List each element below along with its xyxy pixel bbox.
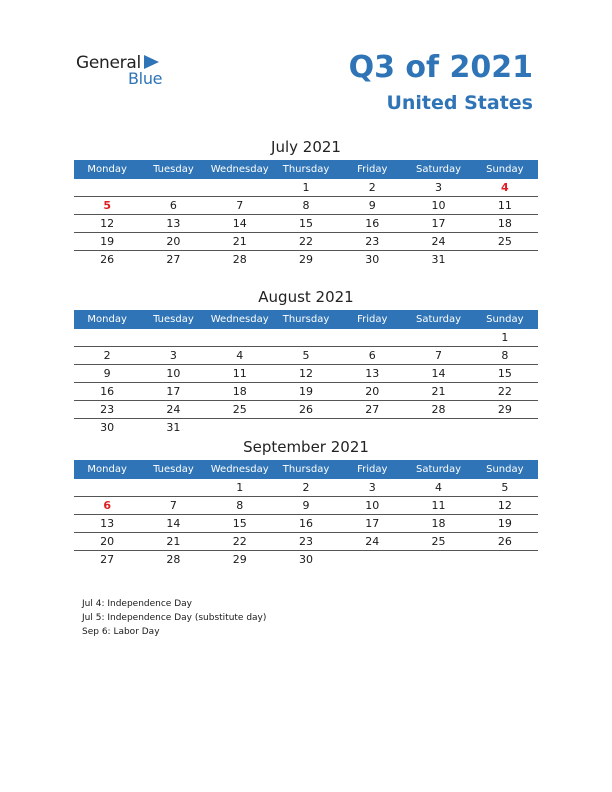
weekday-label: Friday	[357, 164, 388, 175]
holiday-note: Jul 5: Independence Day (substitute day)	[82, 613, 267, 623]
day-cell: 21	[232, 235, 247, 248]
empty-day-cell	[472, 419, 538, 436]
day-cell: 30	[100, 421, 115, 434]
day-cell: 13	[100, 517, 115, 530]
weekday-label: Wednesday	[210, 464, 269, 475]
weekday-label: Thursday	[282, 314, 330, 325]
week-row	[74, 197, 538, 215]
day-cell: 25	[497, 235, 512, 248]
day-cell: 15	[298, 217, 313, 230]
day-cell: 11	[232, 367, 247, 380]
empty-day-cell	[405, 329, 471, 346]
day-cell: 30	[365, 253, 380, 266]
month-title: September 2021	[243, 438, 369, 456]
weekday-label: Sunday	[486, 464, 524, 475]
empty-day-cell	[405, 551, 471, 568]
empty-day-cell	[273, 329, 339, 346]
empty-day-cell	[273, 419, 339, 436]
day-cell: 27	[166, 253, 181, 266]
day-cell: 20	[365, 385, 380, 398]
day-cell: 26	[298, 403, 313, 416]
empty-day-cell	[207, 179, 273, 196]
day-cell: 18	[431, 517, 446, 530]
empty-day-cell	[207, 419, 273, 436]
holiday-note: Jul 4: Independence Day	[82, 599, 192, 609]
day-cell: 24	[365, 535, 380, 548]
day-cell: 23	[100, 403, 115, 416]
holiday-note: Sep 6: Labor Day	[82, 627, 160, 637]
day-cell: 25	[431, 535, 446, 548]
day-cell: 4	[501, 181, 509, 194]
day-cell: 6	[103, 499, 111, 512]
month-august	[74, 285, 538, 436]
empty-day-cell	[207, 329, 273, 346]
day-cell: 23	[365, 235, 380, 248]
country-name: United States	[386, 92, 533, 114]
day-cell: 9	[302, 499, 310, 512]
weekday-header	[74, 160, 538, 179]
day-cell: 28	[232, 253, 247, 266]
day-cell: 14	[431, 367, 446, 380]
brand-logo	[76, 53, 176, 87]
brand-name-blue: Blue	[128, 69, 163, 88]
day-cell: 23	[298, 535, 313, 548]
day-cell: 8	[236, 499, 244, 512]
weekday-label: Tuesday	[153, 164, 194, 175]
weekday-label: Monday	[87, 314, 127, 325]
day-cell: 16	[100, 385, 115, 398]
day-cell: 5	[103, 199, 111, 212]
empty-day-cell	[140, 479, 206, 496]
day-cell: 24	[431, 235, 446, 248]
day-cell: 21	[166, 535, 181, 548]
weekday-label: Wednesday	[210, 164, 269, 175]
week-row	[74, 329, 538, 347]
weekday-label: Thursday	[282, 164, 330, 175]
empty-day-cell	[74, 329, 140, 346]
day-cell: 14	[232, 217, 247, 230]
day-cell: 25	[232, 403, 247, 416]
day-cell: 9	[103, 367, 111, 380]
brand-name-general: General	[76, 53, 141, 73]
day-cell: 20	[166, 235, 181, 248]
empty-day-cell	[339, 419, 405, 436]
day-cell: 19	[497, 517, 512, 530]
month-september	[74, 435, 538, 568]
day-cell: 7	[435, 349, 443, 362]
month-title: July 2021	[271, 138, 341, 156]
day-cell: 17	[166, 385, 181, 398]
day-cell: 9	[368, 199, 376, 212]
week-row	[74, 233, 538, 251]
week-rows	[74, 329, 538, 436]
empty-day-cell	[74, 479, 140, 496]
day-cell: 5	[302, 349, 310, 362]
weekday-label: Wednesday	[210, 314, 269, 325]
day-cell: 3	[368, 481, 376, 494]
day-cell: 31	[166, 421, 181, 434]
day-cell: 18	[497, 217, 512, 230]
weekday-label: Thursday	[282, 464, 330, 475]
week-row	[74, 551, 538, 568]
weekday-label: Tuesday	[153, 314, 194, 325]
week-rows	[74, 479, 538, 568]
day-cell: 13	[365, 367, 380, 380]
week-row	[74, 533, 538, 551]
day-cell: 2	[302, 481, 310, 494]
day-cell: 19	[298, 385, 313, 398]
brand-triangle-icon	[144, 55, 159, 69]
weekday-label: Monday	[87, 164, 127, 175]
day-cell: 2	[368, 181, 376, 194]
week-row	[74, 383, 538, 401]
day-cell: 26	[100, 253, 115, 266]
day-cell: 27	[365, 403, 380, 416]
day-cell: 29	[497, 403, 512, 416]
day-cell: 29	[232, 553, 247, 566]
day-cell: 12	[100, 217, 115, 230]
day-cell: 14	[166, 517, 181, 530]
day-cell: 31	[431, 253, 446, 266]
weekday-label: Sunday	[486, 314, 524, 325]
day-cell: 2	[103, 349, 111, 362]
weekday-header	[74, 460, 538, 479]
day-cell: 16	[365, 217, 380, 230]
day-cell: 28	[431, 403, 446, 416]
weekday-label: Friday	[357, 464, 388, 475]
week-row	[74, 497, 538, 515]
day-cell: 6	[169, 199, 177, 212]
month-title: August 2021	[258, 288, 354, 306]
day-cell: 22	[497, 385, 512, 398]
weekday-label: Saturday	[416, 164, 462, 175]
day-cell: 3	[169, 349, 177, 362]
empty-day-cell	[140, 329, 206, 346]
day-cell: 5	[501, 481, 509, 494]
day-cell: 13	[166, 217, 181, 230]
day-cell: 1	[302, 181, 310, 194]
empty-day-cell	[472, 251, 538, 268]
empty-day-cell	[140, 179, 206, 196]
day-cell: 22	[232, 535, 247, 548]
day-cell: 27	[100, 553, 115, 566]
day-cell: 11	[497, 199, 512, 212]
day-cell: 1	[501, 331, 509, 344]
day-cell: 7	[236, 199, 244, 212]
day-cell: 15	[232, 517, 247, 530]
day-cell: 3	[435, 181, 443, 194]
week-row	[74, 347, 538, 365]
day-cell: 4	[435, 481, 443, 494]
weekday-label: Saturday	[416, 464, 462, 475]
week-row	[74, 251, 538, 268]
empty-day-cell	[405, 419, 471, 436]
empty-day-cell	[339, 329, 405, 346]
day-cell: 7	[169, 499, 177, 512]
week-row	[74, 479, 538, 497]
day-cell: 10	[431, 199, 446, 212]
holiday-notes	[82, 597, 266, 639]
week-row	[74, 365, 538, 383]
day-cell: 21	[431, 385, 446, 398]
weekday-label: Tuesday	[153, 464, 194, 475]
week-row	[74, 515, 538, 533]
weekday-label: Sunday	[486, 164, 524, 175]
day-cell: 4	[236, 349, 244, 362]
week-rows	[74, 179, 538, 268]
day-cell: 8	[501, 349, 509, 362]
week-row	[74, 215, 538, 233]
month-july	[74, 135, 538, 268]
day-cell: 1	[236, 481, 244, 494]
empty-day-cell	[74, 179, 140, 196]
day-cell: 12	[497, 499, 512, 512]
day-cell: 28	[166, 553, 181, 566]
day-cell: 10	[365, 499, 380, 512]
day-cell: 29	[298, 253, 313, 266]
day-cell: 16	[298, 517, 313, 530]
empty-day-cell	[339, 551, 405, 568]
weekday-label: Monday	[87, 464, 127, 475]
day-cell: 30	[298, 553, 313, 566]
day-cell: 24	[166, 403, 181, 416]
day-cell: 8	[302, 199, 310, 212]
day-cell: 19	[100, 235, 115, 248]
day-cell: 6	[368, 349, 376, 362]
week-row	[74, 401, 538, 419]
week-row	[74, 419, 538, 436]
day-cell: 11	[431, 499, 446, 512]
day-cell: 26	[497, 535, 512, 548]
day-cell: 18	[232, 385, 247, 398]
weekday-label: Friday	[357, 314, 388, 325]
day-cell: 15	[497, 367, 512, 380]
day-cell: 17	[431, 217, 446, 230]
empty-day-cell	[472, 551, 538, 568]
weekday-label: Saturday	[416, 314, 462, 325]
day-cell: 20	[100, 535, 115, 548]
weekday-header	[74, 310, 538, 329]
day-cell: 10	[166, 367, 181, 380]
day-cell: 22	[298, 235, 313, 248]
day-cell: 17	[365, 517, 380, 530]
page-title: Q3 of 2021	[348, 50, 533, 85]
day-cell: 12	[298, 367, 313, 380]
week-row	[74, 179, 538, 197]
